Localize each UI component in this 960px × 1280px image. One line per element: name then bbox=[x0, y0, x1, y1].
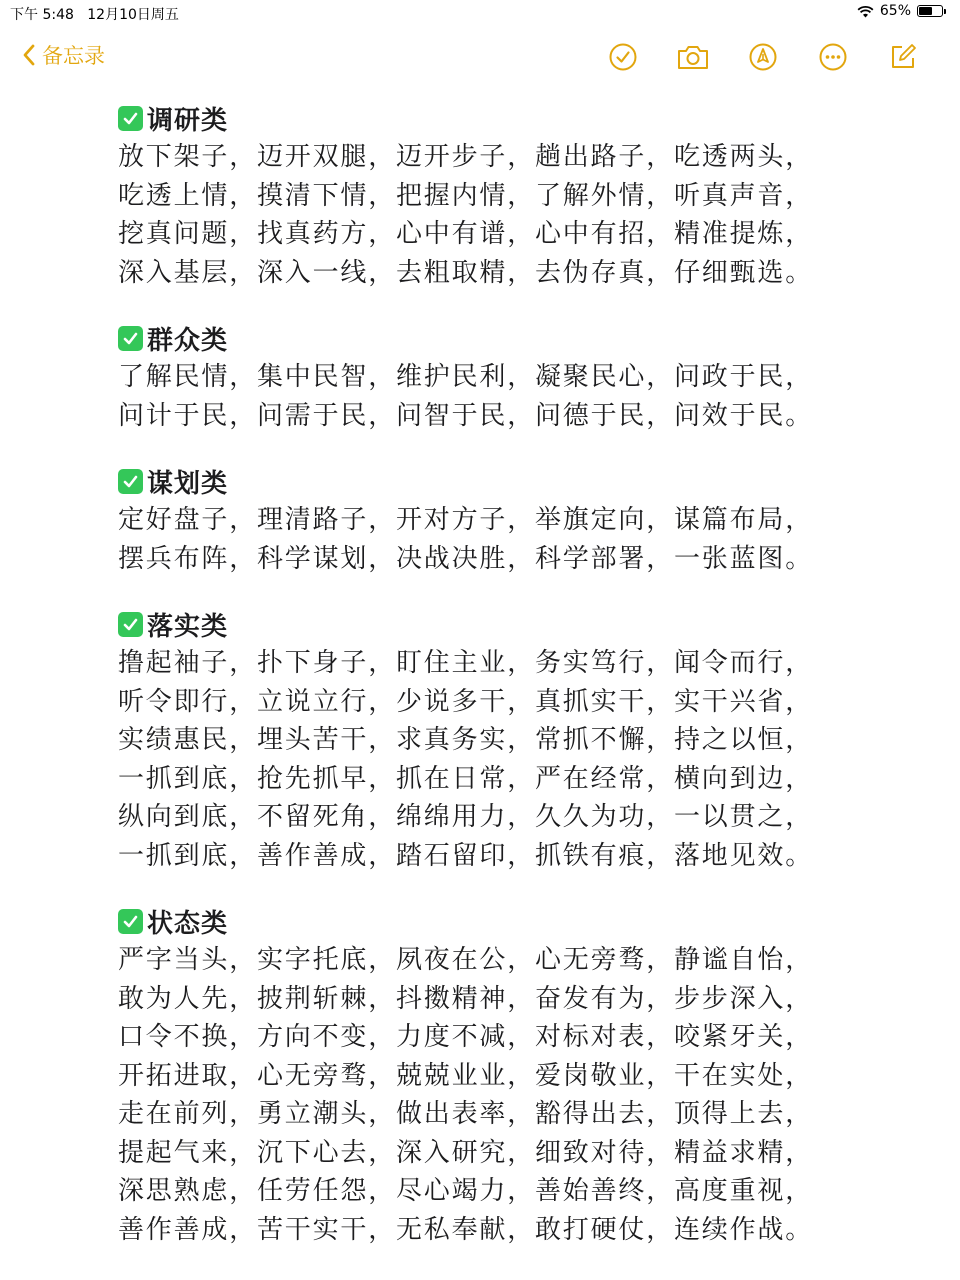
chevron-left-icon bbox=[22, 43, 36, 67]
section-title-text: 群众类 bbox=[147, 325, 229, 356]
note-line: 实绩惠民，埋头苦干，求真务实，常抓不懈，持之以恒， bbox=[118, 725, 814, 755]
section-title-text: 调研类 bbox=[147, 105, 229, 136]
note-section bbox=[118, 901, 838, 1249]
note-line: 深入基层，深入一线，去粗取精，去伪存真，仔细甄选。 bbox=[118, 257, 814, 288]
markup-button[interactable] bbox=[728, 38, 798, 76]
time-text: 下午 5:48 bbox=[10, 7, 74, 23]
note-line: 挖真问题，找真药方，心中有谱，心中有招，精准提炼， bbox=[118, 219, 814, 249]
note-line: 深思熟虑，任劳任怨，尽心竭力，善始善终，高度重视， bbox=[118, 1176, 814, 1206]
wifi-icon bbox=[857, 5, 874, 18]
note-line: 撸起袖子，扑下身子，盯住主业，务实笃行，闻令而行， bbox=[118, 648, 814, 678]
camera-icon bbox=[676, 43, 710, 71]
back-label: 备忘录 bbox=[42, 44, 105, 68]
section-title-text: 谋划类 bbox=[147, 468, 229, 499]
battery-level-fill bbox=[919, 7, 932, 15]
status-right bbox=[857, 3, 946, 19]
status-bar bbox=[0, 0, 960, 26]
checkmark-icon bbox=[118, 612, 143, 637]
note-line: 定好盘子，理清路子，开对方子，举旗定向，谋篇布局， bbox=[118, 505, 814, 535]
note-line: 吃透上情，摸清下情，把握内情，了解外情，听真声音， bbox=[118, 180, 814, 211]
status-time bbox=[10, 4, 179, 24]
note-line: 口令不换，方向不变，力度不减，对标对表，咬紧牙关， bbox=[118, 1022, 814, 1052]
section-heading bbox=[118, 98, 838, 138]
section-heading bbox=[118, 901, 838, 941]
note-line: 纵向到底，不留死角，绵绵用力，久久为功，一以贯之， bbox=[118, 802, 814, 832]
note-line: 提起气来，沉下心去，深入研究，细致对待，精益求精， bbox=[118, 1137, 814, 1168]
toolbar bbox=[588, 38, 938, 76]
note-line: 一抓到底，抢先抓早，抓在日常，严在经常，横向到边， bbox=[118, 763, 814, 794]
markup-pen-icon bbox=[748, 42, 778, 72]
battery-icon bbox=[917, 5, 943, 17]
note-line: 一抓到底，善作善成，踏石留印，抓铁有痕，落地见效。 bbox=[118, 840, 814, 871]
camera-button[interactable] bbox=[658, 38, 728, 76]
section-heading bbox=[118, 604, 838, 644]
note-section bbox=[118, 98, 838, 292]
note-body[interactable] bbox=[118, 98, 838, 1275]
note-line: 了解民情，集中民智，维护民利，凝聚民心，问政于民， bbox=[118, 362, 814, 392]
more-button[interactable] bbox=[798, 38, 868, 76]
more-icon bbox=[818, 42, 848, 72]
date-text: 12月10日周五 bbox=[87, 7, 179, 23]
checklist-button[interactable] bbox=[588, 38, 658, 76]
nav-bar bbox=[0, 32, 960, 82]
checklist-icon bbox=[608, 42, 638, 72]
back-button[interactable] bbox=[22, 40, 105, 70]
note-section bbox=[118, 604, 838, 875]
note-section bbox=[118, 318, 838, 435]
note-section bbox=[118, 461, 838, 578]
checkmark-icon bbox=[118, 106, 143, 131]
compose-icon bbox=[888, 42, 918, 72]
note-line: 开拓进取，心无旁骛，兢兢业业，爱岗敬业，干在实处， bbox=[118, 1060, 814, 1091]
battery-cap bbox=[944, 9, 946, 14]
note-line: 问计于民，问需于民，问智于民，问德于民，问效于民。 bbox=[118, 400, 814, 431]
section-heading bbox=[118, 461, 838, 501]
note-line: 走在前列，勇立潮头，做出表率，豁得出去，顶得上去， bbox=[118, 1099, 814, 1129]
note-line: 摆兵布阵，科学谋划，决战决胜，科学部署，一张蓝图。 bbox=[118, 543, 814, 574]
checkmark-icon bbox=[118, 326, 143, 351]
battery-percent: 65% bbox=[879, 3, 911, 19]
note-line: 听令即行，立说立行，少说多干，真抓实干，实干兴省， bbox=[118, 686, 814, 717]
checkmark-icon bbox=[118, 469, 143, 494]
section-title-text: 落实类 bbox=[147, 611, 229, 642]
section-heading bbox=[118, 318, 838, 358]
note-line: 放下架子，迈开双腿，迈开步子，趟出路子，吃透两头， bbox=[118, 142, 814, 172]
note-line: 善作善成，苦干实干，无私奉献，敢打硬仗，连续作战。 bbox=[118, 1214, 814, 1245]
checkmark-icon bbox=[118, 909, 143, 934]
compose-button[interactable] bbox=[868, 38, 938, 76]
note-line: 敢为人先，披荆斩棘，抖擞精神，奋发有为，步步深入， bbox=[118, 983, 814, 1014]
section-title-text: 状态类 bbox=[147, 908, 229, 939]
note-line: 严字当头，实字托底，夙夜在公，心无旁骛，静谧自怡， bbox=[118, 945, 814, 975]
